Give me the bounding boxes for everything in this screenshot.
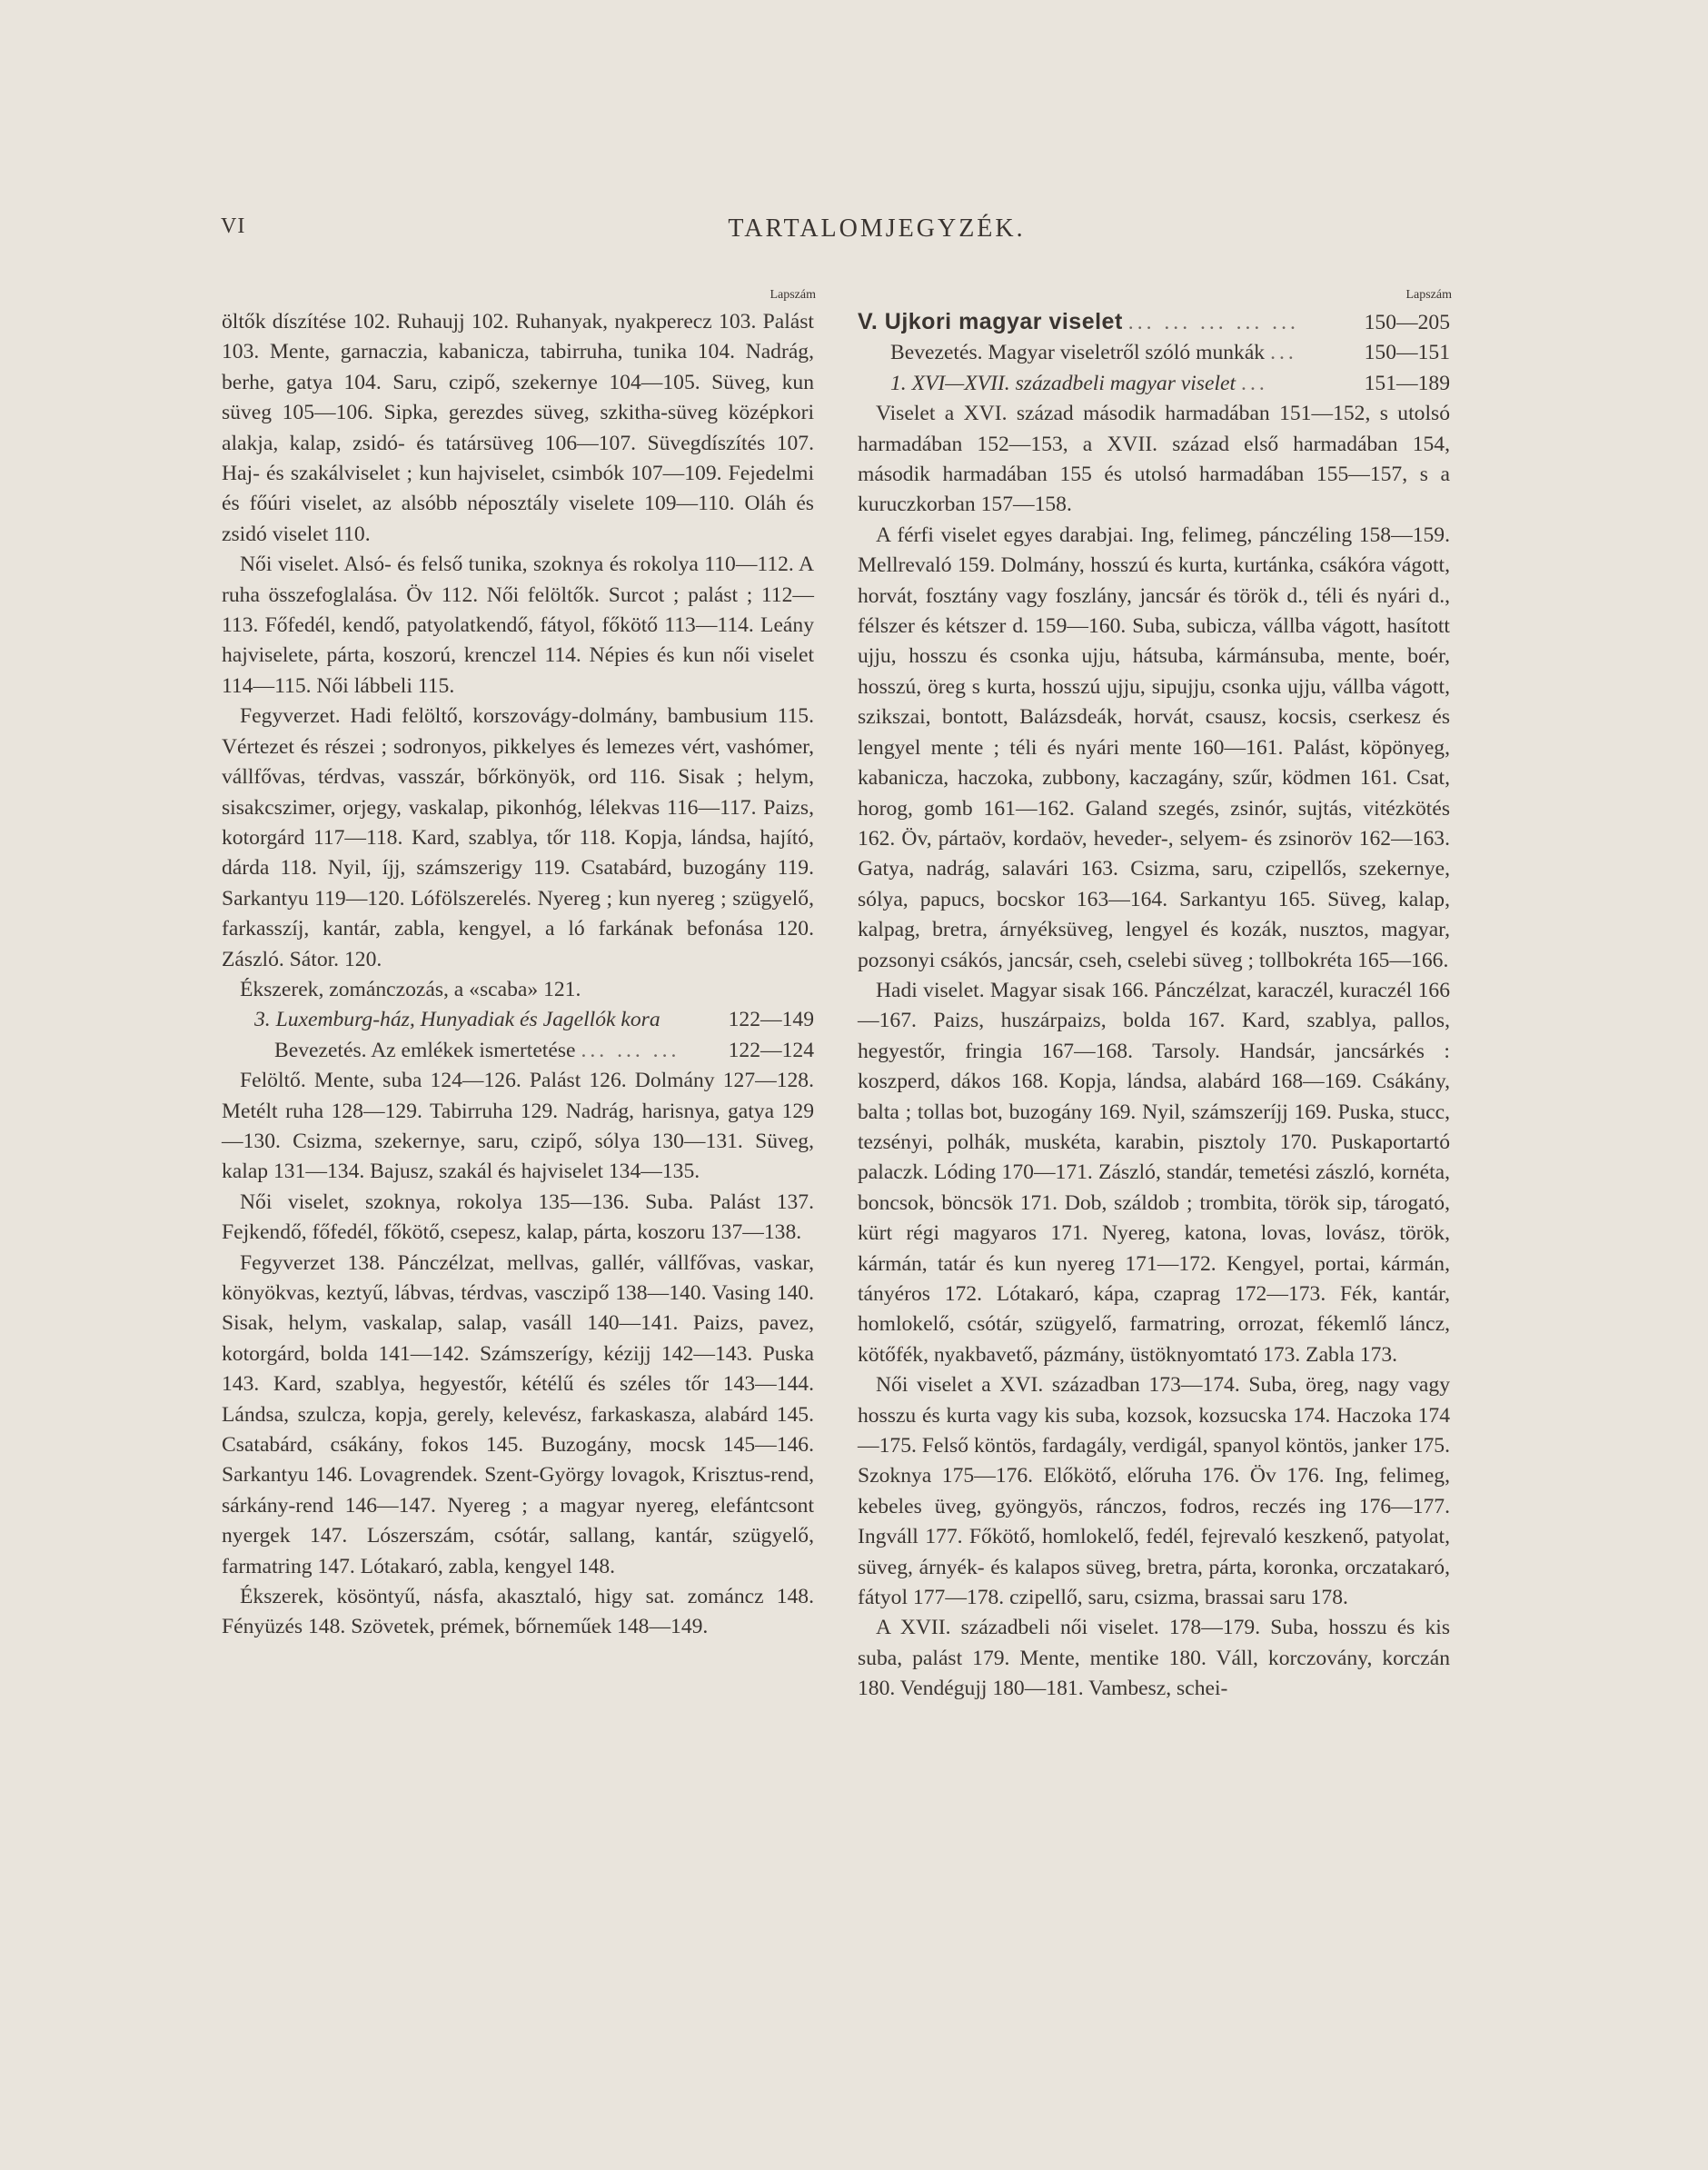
toc-entry-label: Bevezetés. Az emlékek ismertetése xyxy=(274,1038,576,1062)
left-column xyxy=(222,287,814,1643)
toc-entry-section-3 xyxy=(222,1005,814,1035)
toc-entry-pages: 122—149 xyxy=(728,1008,814,1032)
toc-leader: ... xyxy=(1241,371,1268,395)
toc-entry-bevezetes xyxy=(858,338,1450,368)
right-column xyxy=(858,287,1450,1705)
toc-entry-pages: 150—151 xyxy=(1364,341,1450,365)
paragraph: Ékszerek, zománczozás, a «scaba» 121. xyxy=(240,977,581,1001)
paragraph: Felöltő. Mente, suba 124—126. Palást 126. Dolmány 127—128. Metélt ruha 128—129. Tabirruha 129. Nadrág, harisnya, gatya 129—130. Csizma, szekernye, saru, czipő, sólya 130—131. Süveg, kalap 131—134. Bajusz, szakál és hajviselet 134—135. xyxy=(222,1069,814,1184)
paragraph: Női viselet a XVI. században 173—174. Suba, öreg, nagy vagy hosszu és kurta vagy kis suba, kozsok, kozsucska 174. Haczoka 174—175. Felső köntös, fardagály, verdigál, spanyol köntös, janker 175. Szoknya 175—176. Előkötő, előruha 176. Öv 176. Ing, felimeg, kebeles üveg, gyöngyös, ránczos, fodros, reczés ing 176—177. Ingváll 177. Főkötő, homlokelő, fedél, fejrevaló keszkenő, patyolat, süveg, árnyék- és kalapos süveg, bretra, párta, koronka, orczatakaró, fátyol 177—178. czipellő, saru, csizma, brassai saru 178. xyxy=(858,1373,1450,1610)
paragraph: A XVII. századbeli női viselet. 178—179. Suba, hosszu és kis suba, palást 179. Mente, mentike 180. Váll, korczovány, korczán 180. Vendégujj 180—181. Vambesz, schei- xyxy=(858,1616,1450,1701)
paragraph: Ékszerek, kösöntyű, násfa, akasztaló, higy sat. zománcz 148. Fényüzés 148. Szövetek, prémek, bőrneműek 148—149. xyxy=(222,1585,814,1639)
paragraph: Fegyverzet 138. Pánczélzat, mellvas, gallér, vállfővas, vaskar, könyökvas, keztyű, lábvas, térdvas, vasczipő 138—140. Vasing 140. Sisak, helym, vaskalap, salap, vasáll 140—141. Paizs, pavez, kotorgárd, bolda 141—142. Számszerígy, kézijj 142—143. Puska 143. Kard, szablya, hegyestőr, kétélű és széles tőr 143—144. Lándsa, szulcza, kopja, gerely, kelevész, farkaskasza, alabárd 145. Csatabárd, csákány, fokos 145. Buzogány, mocsk 145—146. Sarkantyu 146. Lovagrendek. Szent-György lovagok, Krisztus-rend, sárkány-rend 146—147. Nyereg ; a magyar nyereg, elefántcsont nyergek 147. Lószerszám, csótár, sallang, kantár, szügyelő, farmatring 147. Lótakaró, zabla, kengyel 148. xyxy=(222,1250,814,1578)
lapszam-label: Lapszám xyxy=(1405,288,1452,302)
toc-entry-bevezetes xyxy=(222,1036,814,1066)
paragraph: Hadi viselet. Magyar sisak 166. Pánczélzat, karaczél, kuraczél 166—167. Paizs, huszárpaizs, bolda 167. Kard, szablya, pallos, hegyestőr, fringia 167—168. Tarsoly. Handsár, jancsárkés : koszperd, dákos 168. Kopja, lándsa, alabárd 168—169. Csákány, balta ; tollas bot, buzogány 169. Nyil, számszeríjj 169. Puska, stucc, tezsényi, polhák, muskéta, karabin, pisztoly 170. Puskaportartó palaczk. Lóding 170—171. Zászló, standár, temetési zászló, kornéta, boncsok, böncsök 171. Dob, száldob ; trombita, török sip, tárogató, kürt régi magyaros 171. Nyereg, katona, lovas, lovász, török, kármán, tatár és kun nyereg 171—172. Kengyel, portai, kármán, tányéros 172. Lótakaró, kápa, czaprag 172—173. Fék, kantár, homlokelő, csótár, szügyelő, farmatring, orrozat, fékemlő láncz, kötőfék, nyakbavető, pázmány, üstöknyomtató 173. Zabla 173. xyxy=(858,978,1450,1367)
paragraph: A férfi viselet egyes darabjai. Ing, felimeg, pánczéling 158—159. Mellrevaló 159. Dolmány, hosszú és kurta, kurtánka, csákóra vágott, horvát, fosztány vagy foszlány, jancsár és török d., téli és nyári d., félszer és kétszer d. 159—160. Suba, subicza, vállba vágott, hasított ujju, hosszu és csonka ujju, hátsuba, kármánsuba, mente, boér, hosszú, öreg s kurta, hosszú ujju, sipujju, csonka ujju, vállba vágott, szikszai, bontott, Balázsdeák, horvát, csausz, kocsis, cserkesz és lengyel mente ; téli és nyári mente 160—161. Palást, köpönyeg, kabanicza, haczoka, zubbony, kaczagány, szűr, ködmen 161. Csat, horog, gomb 161—162. Galand szegés, zsinór, sujtás, vitézkötés 162. Öv, pártaöv, kordaöv, heveder-, selyem- és zsinoröv 162—163. Gatya, nadrág, salavári 163. Csizma, saru, czipellős, szekernye, sólya, papucs, bocskor 163—164. Sarkantyu 165. Süveg, kalap, kalpag, bretra, árnyéksüveg, lengyel és kozák, nusztos, magyar, pozsonyi csákós, jancsár, cseh, cselebi süveg ; tollbokréta 165—166. xyxy=(858,523,1450,972)
toc-entry-section-5 xyxy=(858,307,1450,338)
paragraph: Fegyverzet. Hadi felöltő, korszovágy-dolmány, bambusium 115. Vértezet és részei ; sodronyos, pikkelyes és lemezes vért, vashómer, vállfővas, térdvas, vasszár, bőrkönyök, ord 116. Sisak ; helym, sisakcszimer, orjegy, vaskalap, pikonhóg, lélekvas 116—117. Paizs, kotorgárd 117—118. Kard, szablya, tőr 118. Kopja, lándsa, hajító, dárda 118. Nyil, íjj, számszerigy 119. Csatabárd, buzogány 119. Sarkantyu 119—120. Lófölszerelés. Nyereg ; kun nyereg ; szügyelő, farkasszíj, kantár, zabla, kengyel, a ló farkának befonása 120. Zászló. Sátor. 120. xyxy=(222,704,814,971)
toc-entry-pages: 151—189 xyxy=(1364,371,1450,395)
paragraph: Női viselet, szoknya, rokolya 135—136. Suba. Palást 137. Fejkendő, főfedél, főkötő, csepesz, kalap, párta, koszoru 137—138. xyxy=(222,1190,814,1245)
page-number: VI xyxy=(221,214,246,238)
toc-leader: ... ... ... ... ... xyxy=(1127,311,1299,334)
paragraph: öltők díszítése 102. Ruhaujj 102. Ruhanyak, nyakperecz 103. Palást 103. Mente, garnaczia, kabanicza, tabirruha, tunika 104. Nadrág, berhe, gatya 104. Saru, czipő, szekernye 104—105. Süveg, kun süveg 105—106. Sipka, gerezdes süveg, szkitha-süveg középkori alakja, kalap, zsidó- és tatársüveg 106—107. Süvegdíszítés 107. Haj- és szakálviselet ; kun hajviselet, csimbók 107—109. Fejedelmi és főúri viselet, az alsóbb néposztály viselete 109—110. Oláh és zsidó viselet 110. xyxy=(222,310,814,546)
toc-entry-pages: 150—205 xyxy=(1364,311,1450,334)
toc-section-heading: V. Ujkori magyar viselet xyxy=(858,309,1123,334)
page-header xyxy=(0,214,1708,251)
toc-leader: ... xyxy=(1270,341,1297,365)
paragraph: Női viselet. Alsó- és felső tunika, szoknya és rokolya 110—112. A ruha összefoglalása. Öv 112. Női felöltők. Surcot ; palást ; 112—113. Főfedél, kendő, patyolatkendő, fátyol, főkötő 113—114. Leány hajviselete, párta, koszorú, krenczel 114. Népies és kun női viselet 114—115. Női lábbeli 115. xyxy=(222,552,814,698)
toc-entry-label: Bevezetés. Magyar viseletről szóló munkák xyxy=(890,341,1266,365)
toc-entry-pages: 122—124 xyxy=(728,1038,814,1062)
paragraph: Viselet a XVI. század második harmadában 151—152, s utolsó harmadában 152—153, a XVII. század első harmadában 154, második harmadában 155 és utolsó harmadában 155—157, s a kuruczkorban 157—158. xyxy=(858,402,1450,517)
toc-leader: ... ... ... xyxy=(581,1038,680,1062)
toc-entry-label: 3. Luxemburg-ház, Hunyadiak és Jagellók kora xyxy=(254,1008,660,1032)
toc-entry-subsection-1 xyxy=(858,369,1450,399)
running-title: TARTALOMJEGYZÉK. xyxy=(728,214,1026,243)
toc-entry-label: 1. XVI—XVII. századbeli magyar viselet xyxy=(890,371,1236,395)
lapszam-label: Lapszám xyxy=(770,288,816,302)
